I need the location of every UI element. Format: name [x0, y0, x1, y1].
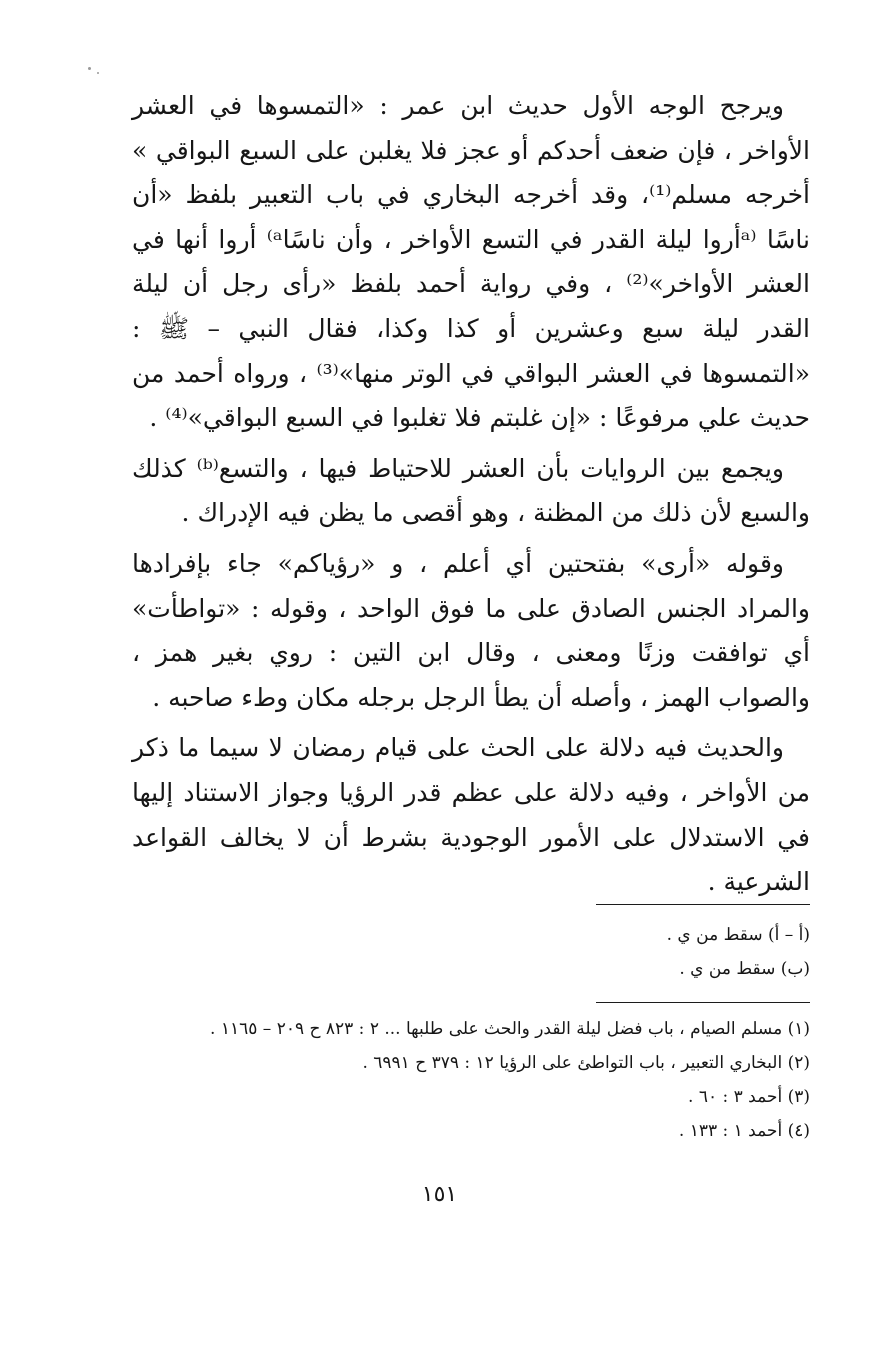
variant-note: (ب) سقط من ي . [679, 959, 810, 979]
scan-speck [88, 67, 91, 70]
variant-notes [132, 918, 810, 986]
footnote: (٤) أحمد ١ : ١٣٣ . [678, 1121, 810, 1141]
footnote: (١) مسلم الصيام ، باب فضل ليلة القدر والحث على طلبها ... ٢ : ٨٢٣ ح ٢٠٩ – ١١٦٥ . [210, 1019, 810, 1039]
footnote: (٣) أحمد ٣ : ٦٠ . [688, 1087, 810, 1107]
scan-speck [97, 72, 99, 74]
paragraph-2: ويجمع بين الروايات بأن العشر للاحتياط فيها ، والتسع⁽ᵇ⁾ كذلك والسبع لأن ذلك من المظنة ، وهو أقصى ما يظن فيه الإدراك . [132, 453, 810, 528]
paragraph-3: وقوله «أرى» بفتحتين أي أعلم ، و «رؤياكم» جاء بإفرادها والمراد الجنس الصادق على ما فوق الواحد ، وقوله : «تواطأت» أي توافقت وزنًا ومعنى ، وقال ابن التين : روي بغير همز ، والصواب الهمز ، وأصله أن يطأ الرجل برجله مكان وطء صاحبه . [132, 548, 810, 712]
variant-notes-divider [596, 904, 810, 905]
page-number: ١٥١ [421, 1182, 458, 1207]
footnotes-divider [596, 1002, 810, 1003]
variant-note: (أ – أ) سقط من ي . [666, 925, 810, 945]
footnotes [132, 1012, 810, 1148]
main-text [132, 84, 810, 911]
footnote: (٢) البخاري التعبير ، باب التواطئ على الرؤيا ١٢ : ٣٧٩ ح ٦٩٩١ . [362, 1053, 810, 1073]
paragraph-4: والحديث فيه دلالة على الحث على قيام رمضان لا سيما ما ذكر من الأواخر ، وفيه دلالة على عظم قدر الرؤيا وجواز الاستناد إليها في الاستدلال على الأمور الوجودية بشرط أن لا يخالف القواعد الشرعية . [132, 733, 810, 897]
paragraph-1: ويرجح الوجه الأول حديث ابن عمر : «التمسوها في العشر الأواخر ، فإن ضعف أحدكم أو عجز فلا يغلبن على السبع البواقي » أخرجه مسلم⁽¹⁾، وقد أخرجه البخاري في باب التعبير بلفظ «أن ناسًا ⁽ᵃأروا ليلة القدر في التسع الأواخر ، وأن ناسًاᵃ⁾ أروا أنها في العشر الأواخر»⁽²⁾ ، وفي رواية أحمد بلفظ «رأى رجل أن ليلة القدر ليلة سبع وعشرين أو كذا وكذا، فقال النبي – ﷺ : «التمسوها في العشر البواقي في الوتر منها»⁽³⁾ ، ورواه أحمد من حديث علي مرفوعًا : «إن غلبتم فلا تغلبوا في السبع البواقي»⁽⁴⁾ . [132, 91, 810, 433]
